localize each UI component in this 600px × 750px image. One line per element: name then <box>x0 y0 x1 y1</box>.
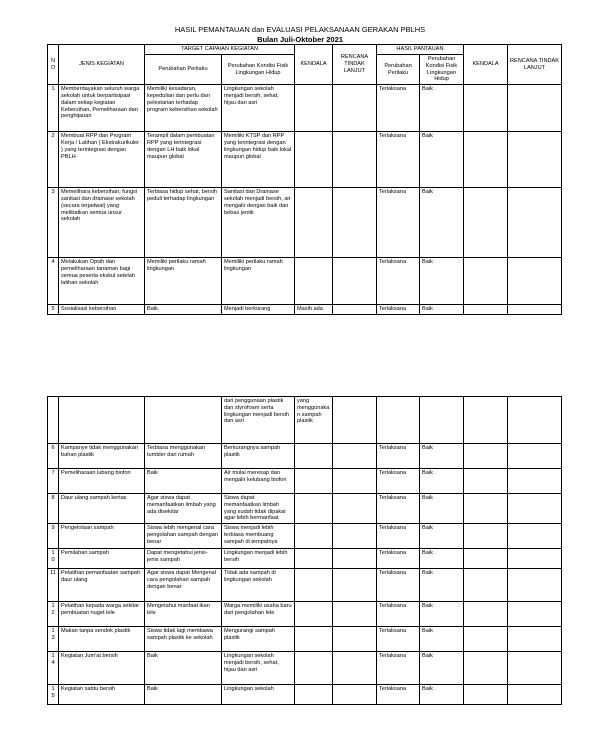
cell-no: 10 <box>48 549 59 569</box>
cell-h-kendala <box>464 132 508 188</box>
cell-fisik: Lingkungan menjadi lebih bersih <box>222 549 295 569</box>
table-row <box>48 524 562 549</box>
cell-fisik: Memiliki perilaku ramah lingkungan <box>222 258 295 305</box>
cell-h-rencana <box>508 652 562 685</box>
cell-h-perilaku: Terlaksana <box>377 469 420 494</box>
cell-perilaku: Memiliki perilaku ramah lingkungan <box>145 258 222 305</box>
cell-fisik: Air mulai meresap dan mengalir kelubang biofori <box>222 469 295 494</box>
cell-rencana <box>333 305 377 315</box>
cell-h-fisik: Baik <box>420 652 464 685</box>
cell-kendala <box>295 132 333 188</box>
cell-fisik: Lingkungan sekolah menjadi bersih, sehat, hijau dan asri <box>222 652 295 685</box>
table-row <box>48 569 562 602</box>
cell-h-perilaku: Terlaksana <box>377 569 420 602</box>
cell-jenis: Membuat RPP dan Program Kerja / Latihan ( Ekstrakurikuler ) yang terintegrasi dengan PBLH <box>59 132 145 188</box>
cell-h-kendala <box>464 397 508 444</box>
col-h-perilaku-header: Perubahan Perilaku <box>377 55 420 85</box>
cell-rencana <box>333 652 377 685</box>
cell-rencana <box>333 602 377 627</box>
cell-h-kendala <box>464 188 508 258</box>
cell-kendala <box>295 444 333 469</box>
col-perilaku-header: Perubahan Perilaku <box>145 55 222 85</box>
col-fisik-header: Perubahan Kondisi Fisik Lingkungan Hidup <box>222 55 295 85</box>
cell-kendala <box>295 685 333 705</box>
cell-h-kendala <box>464 469 508 494</box>
cell-h-rencana <box>508 469 562 494</box>
cell-h-rencana <box>508 85 562 132</box>
cell-no: 5 <box>48 305 59 315</box>
cell-rencana <box>333 549 377 569</box>
cell-jenis: Memberdayakan seluruh warga sekolah untuk berpartisipasi dalam setiap kegiatan Kebersihan, Pemeliharaan dan penghijauan <box>59 85 145 132</box>
cell-h-fisik: Baik <box>420 494 464 524</box>
col-hasil-header: HASIL PANTAUAN <box>377 45 464 55</box>
cell-perilaku: Baik <box>145 652 222 685</box>
cell-h-rencana <box>508 524 562 549</box>
cell-kendala <box>295 602 333 627</box>
cell-jenis: Makan tanpa sendok plastik <box>59 627 145 652</box>
cell-perilaku: Baik <box>145 469 222 494</box>
cell-h-kendala <box>464 627 508 652</box>
cell-fisik: Mengurangi sampah plastik <box>222 627 295 652</box>
cell-kendala: yang menggunakan sampah plastik <box>295 397 333 444</box>
monitoring-table-page-2 <box>47 396 562 705</box>
table-row <box>48 258 562 305</box>
cell-h-rencana <box>508 627 562 652</box>
cell-h-fisik: Baik <box>420 132 464 188</box>
cell-kendala <box>295 569 333 602</box>
cell-fisik: Berkurangnya sampah plastik <box>222 444 295 469</box>
cell-h-rencana <box>508 397 562 444</box>
cell-perilaku: Baik <box>145 685 222 705</box>
cell-jenis: Pemeliharaan lubang biofori <box>59 469 145 494</box>
table-row <box>48 85 562 132</box>
cell-kendala <box>295 469 333 494</box>
table-row <box>48 652 562 685</box>
cell-no <box>48 397 59 444</box>
cell-jenis: Kegiatan sabtu bersih <box>59 685 145 705</box>
cell-jenis: Kampanye tidak menggunakan bahan plastik <box>59 444 145 469</box>
cell-kendala <box>295 627 333 652</box>
cell-h-perilaku: Terlaksana <box>377 549 420 569</box>
cell-rencana <box>333 685 377 705</box>
cell-h-rencana <box>508 188 562 258</box>
cell-h-perilaku: Terlaksana <box>377 652 420 685</box>
cell-h-rencana <box>508 494 562 524</box>
cell-kendala <box>295 258 333 305</box>
cell-fisik: dari penggunaan plastik dan styrofoam serta lingkungan menjadi bersih dan asri <box>222 397 295 444</box>
cell-perilaku: Siswa tidak lagi membawa sampah plastik ke sekolah <box>145 627 222 652</box>
cell-no: 12 <box>48 602 59 627</box>
col-h-kendala-header: KENDALA <box>464 45 508 85</box>
cell-no: 15 <box>48 685 59 705</box>
cell-jenis <box>59 397 145 444</box>
cell-h-fisik: Baik <box>420 569 464 602</box>
cell-h-kendala <box>464 258 508 305</box>
cell-fisik: Siswa dapat memanfaatkan limbah yang sudah tidak dipakai agar lebih bermanfaat <box>222 494 295 524</box>
cell-h-perilaku: Terlaksana <box>377 132 420 188</box>
cell-rencana <box>333 188 377 258</box>
cell-h-perilaku: Terlaksana <box>377 85 420 132</box>
cell-rencana <box>333 494 377 524</box>
col-target-header: TARGET CAPAIAN KEGIATAN <box>145 45 295 55</box>
cell-no: 4 <box>48 258 59 305</box>
cell-h-kendala <box>464 685 508 705</box>
cell-h-rencana <box>508 132 562 188</box>
cell-h-fisik: Baik <box>420 602 464 627</box>
cell-rencana <box>333 524 377 549</box>
cell-perilaku: Agar siswa dapat memanfaatkan limbah yang ada disekitar <box>145 494 222 524</box>
cell-h-perilaku: Terlaksana <box>377 258 420 305</box>
cell-no: 14 <box>48 652 59 685</box>
cell-h-rencana <box>508 602 562 627</box>
cell-h-fisik: Baik <box>420 524 464 549</box>
cell-jenis: Pemilahan sampah <box>59 549 145 569</box>
cell-rencana <box>333 444 377 469</box>
cell-jenis: Kegiatan Jum'at bersih <box>59 652 145 685</box>
cell-h-perilaku: Terlaksana <box>377 305 420 315</box>
cell-h-perilaku: Terlaksana <box>377 188 420 258</box>
cell-no: 2 <box>48 132 59 188</box>
cell-h-fisik: Baik <box>420 444 464 469</box>
cell-h-fisik: Baik <box>420 305 464 315</box>
cell-kendala: Masih ada <box>295 305 333 315</box>
cell-no: 13 <box>48 627 59 652</box>
cell-h-kendala <box>464 569 508 602</box>
cell-kendala <box>295 652 333 685</box>
cell-perilaku: Siswa lebih mengenal cara pengolahan sampah dengan benar <box>145 524 222 549</box>
cell-fisik: Sanitasi dan Drainase sekolah menjadi bersih, air mengalir dengan baik dan bebas jentik <box>222 188 295 258</box>
cell-h-fisik <box>420 397 464 444</box>
cell-h-kendala <box>464 494 508 524</box>
cell-h-kendala <box>464 524 508 549</box>
cell-perilaku: Mengetahui manfaat ikan lele <box>145 602 222 627</box>
cell-h-perilaku: Terlaksana <box>377 524 420 549</box>
cell-fisik: Lingkungan sekolah menjadi bersih, sehat, hijau dan asri <box>222 85 295 132</box>
cell-h-perilaku: Terlaksana <box>377 627 420 652</box>
cell-kendala <box>295 85 333 132</box>
cell-h-fisik: Baik <box>420 85 464 132</box>
cell-perilaku: Baik <box>145 305 222 315</box>
table-row <box>48 685 562 705</box>
cell-jenis: Pelatihan kepada warga sekitar pembuatan nuget lele <box>59 602 145 627</box>
cell-perilaku: Dapat mengetahui jenis-jenis sampah <box>145 549 222 569</box>
document-title: HASIL PEMANTAUAN dan EVALUASI PELAKSANAAN GERAKAN PBLHS <box>174 25 426 34</box>
cell-jenis: Pengelolaan sampah <box>59 524 145 549</box>
cell-jenis: Melakukan Opsih dan pemeliharaan tanaman bagi semua peserta ekskul setelah latihan sekolah <box>59 258 145 305</box>
cell-no: 7 <box>48 469 59 494</box>
cell-rencana <box>333 397 377 444</box>
monitoring-table-page-1 <box>47 44 562 315</box>
document-subtitle: Bulan Juli-Oktober 2021 <box>257 35 343 44</box>
cell-kendala <box>295 549 333 569</box>
cell-h-rencana <box>508 305 562 315</box>
col-h-rencana-header: RENCANA TINDAK LANJUT <box>508 45 562 85</box>
cell-fisik: Siswa menjadi lebih terbiasa membuang sampah di tempatnya <box>222 524 295 549</box>
cell-h-kendala <box>464 444 508 469</box>
cell-h-fisik: Baik <box>420 469 464 494</box>
cell-h-perilaku: Terlaksana <box>377 444 420 469</box>
cell-rencana <box>333 85 377 132</box>
table-row <box>48 444 562 469</box>
cell-perilaku: Terampil dalam pembuatan RPP yang terintegrasi dengan LH baik lokal maupun global <box>145 132 222 188</box>
table-row <box>48 397 562 444</box>
cell-h-kendala <box>464 85 508 132</box>
cell-no: 3 <box>48 188 59 258</box>
table-row <box>48 305 562 315</box>
cell-perilaku <box>145 397 222 444</box>
cell-no: 11 <box>48 569 59 602</box>
table-row <box>48 132 562 188</box>
cell-h-perilaku: Terlaksana <box>377 602 420 627</box>
table-row <box>48 188 562 258</box>
col-kendala-header: KENDALA <box>295 45 333 85</box>
cell-jenis: Memelihara kebersihan, fungsi sanitasi dan drainase sekolah (secara terjadwal) yang melibatkan semua unsur sekolah <box>59 188 145 258</box>
cell-rencana <box>333 258 377 305</box>
cell-perilaku: Agar siswa dapat Mengenal cara pengolahan sampah dengan benar <box>145 569 222 602</box>
cell-no: 1 <box>48 85 59 132</box>
cell-h-fisik: Baik <box>420 627 464 652</box>
table-row <box>48 627 562 652</box>
cell-h-kendala <box>464 652 508 685</box>
cell-h-kendala <box>464 305 508 315</box>
cell-perilaku: Memiliki kesadaran, kepedulian dan perlu dan pelestarian terhadap program kebersihan sekolah <box>145 85 222 132</box>
cell-no: 9 <box>48 524 59 549</box>
cell-perilaku: Terbiasa menggunakan tumbler dari rumah <box>145 444 222 469</box>
cell-h-kendala <box>464 549 508 569</box>
cell-fisik: Tidak ada sampah di lingkungan sekolah <box>222 569 295 602</box>
cell-h-kendala <box>464 602 508 627</box>
cell-h-perilaku: Terlaksana <box>377 494 420 524</box>
cell-jenis: Pelatihan pemanfaatan sampah daur ulang <box>59 569 145 602</box>
cell-fisik: Menjadi berkurang <box>222 305 295 315</box>
cell-rencana <box>333 132 377 188</box>
cell-h-perilaku <box>377 397 420 444</box>
cell-fisik: Memiliki KTSP dan RPP yang terintegrasi dengan lingkungan hidup baik lokal maupun global <box>222 132 295 188</box>
col-jenis-header: JENIS KEGIATAN <box>59 45 145 85</box>
cell-rencana <box>333 569 377 602</box>
table-row <box>48 549 562 569</box>
cell-no: 6 <box>48 444 59 469</box>
cell-h-fisik: Baik <box>420 188 464 258</box>
col-rencana-header: RENCANA TINDAK LANJUT <box>333 45 377 85</box>
cell-h-rencana <box>508 444 562 469</box>
cell-h-fisik: Baik <box>420 258 464 305</box>
cell-fisik: Lingkungan sekolah <box>222 685 295 705</box>
table-row <box>48 602 562 627</box>
cell-perilaku: Terbiasa hidup sehat, bersih peduli terhadap lingkungan <box>145 188 222 258</box>
cell-h-fisik: Baik <box>420 549 464 569</box>
cell-h-fisik: Baik <box>420 685 464 705</box>
cell-rencana <box>333 627 377 652</box>
cell-h-rencana <box>508 685 562 705</box>
cell-h-perilaku: Terlaksana <box>377 685 420 705</box>
col-h-fisik-header: Perubahan Kondisi Fisik Lingkungan Hidup <box>420 55 464 85</box>
cell-rencana <box>333 469 377 494</box>
cell-jenis: Daur ulang sampah kertas <box>59 494 145 524</box>
cell-jenis: Sosialisasi kebersihan <box>59 305 145 315</box>
col-no-header: N O <box>48 45 59 85</box>
cell-fisik: Warga memiliki usaha baru dari pengolahan lele <box>222 602 295 627</box>
cell-h-rencana <box>508 569 562 602</box>
cell-kendala <box>295 524 333 549</box>
cell-kendala <box>295 188 333 258</box>
cell-kendala <box>295 494 333 524</box>
cell-no: 8 <box>48 494 59 524</box>
table-row <box>48 469 562 494</box>
cell-h-rencana <box>508 258 562 305</box>
cell-h-rencana <box>508 549 562 569</box>
table-row <box>48 494 562 524</box>
